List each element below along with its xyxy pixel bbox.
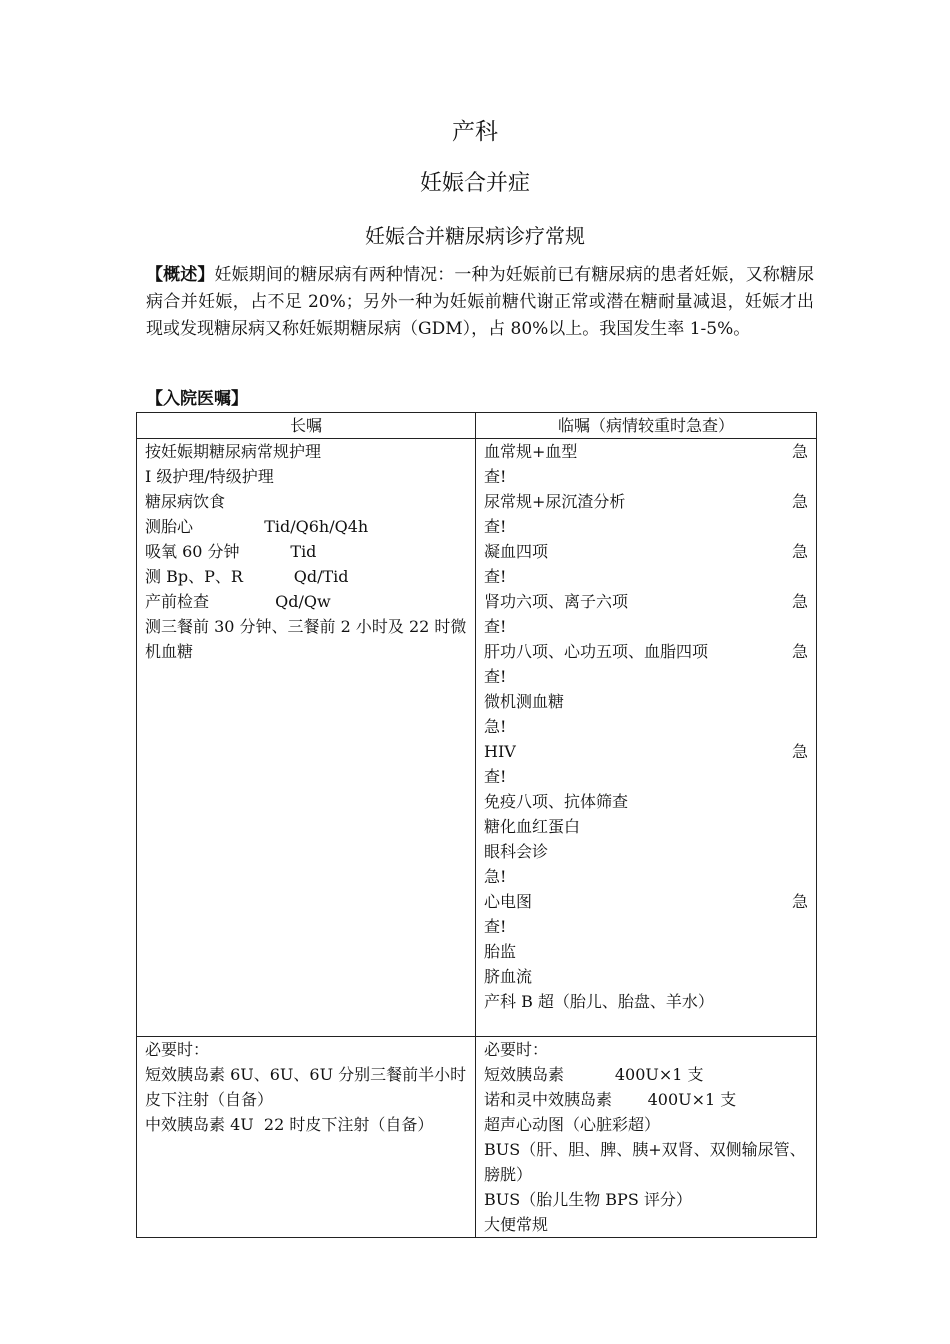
overview-heading: 【概述】	[146, 265, 215, 285]
temp-order-item	[484, 739, 808, 789]
orders-header-row	[137, 413, 817, 439]
temp-order-text: 凝血四项	[484, 542, 549, 561]
prn-long-cell	[137, 1037, 476, 1238]
prn-temp-item: 诺和灵中效胰岛素 400U×1 支	[484, 1090, 737, 1109]
urgent-cont: 查!	[484, 567, 507, 586]
orders-prn-row	[137, 1037, 817, 1238]
urgent-cont: 查!	[484, 517, 507, 536]
temp-order-item	[484, 889, 808, 939]
temp-order-item: 免疫八项、抗体筛查	[484, 792, 629, 811]
prn-long-item: 必要时：	[145, 1040, 210, 1059]
temp-order-text: 尿常规+尿沉渣分析	[484, 492, 626, 511]
temp-order-text: 肝功八项、心功五项、血脂四项	[484, 642, 709, 661]
temp-order-item	[484, 589, 808, 639]
overview-text: 妊娠期间的糖尿病有两种情况：一种为妊娠前已有糖尿病的患者妊娠，又称糖尿病合并妊娠，占不足 20%；另外一种为妊娠前糖代谢正常或潜在糖耐量减退，妊娠才出现或发现糖尿病又称妊娠期糖尿病（GDM），占 80%以上。我国发生率 1-5%。	[146, 265, 815, 339]
temp-order-item: 脐血流	[484, 967, 533, 986]
urgent-flag: 急	[791, 592, 808, 611]
temp-order-item	[484, 439, 808, 489]
prn-temp-cell	[476, 1037, 817, 1238]
long-order-item: 按妊娠期糖尿病常规护理	[145, 442, 322, 461]
temp-order-text: 微机测血糖	[484, 692, 565, 711]
department-title: 产科	[452, 119, 498, 145]
prn-long-item: 短效胰岛素 6U、6U、6U 分别三餐前半小时皮下注射（自备）	[145, 1065, 467, 1109]
orders-table	[136, 412, 817, 1238]
admission-heading: 【入院医嘱】	[146, 389, 248, 409]
urgent-cont: 查!	[484, 467, 507, 486]
temp-order-item	[484, 489, 808, 539]
prn-temp-item: 必要时：	[484, 1040, 549, 1059]
long-orders-header: 长嘱	[137, 413, 476, 439]
temp-orders-cell	[476, 439, 817, 1037]
long-order-item: 吸氧 60 分钟 Tid	[145, 542, 317, 561]
temp-order-text: 心电图	[484, 892, 533, 911]
temp-order-item: 胎监	[484, 942, 517, 961]
urgent-cont: 急!	[484, 717, 507, 736]
urgent-flag: 急	[791, 542, 808, 561]
topic-title: 妊娠合并糖尿病诊疗常规	[365, 224, 585, 248]
long-order-item: 测三餐前 30 分钟、三餐前 2 小时及 22 时微机血糖	[145, 617, 467, 661]
urgent-cont: 查!	[484, 667, 507, 686]
urgent-cont: 查!	[484, 917, 507, 936]
prn-long-item: 中效胰岛素 4U 22 时皮下注射（自备）	[145, 1115, 434, 1134]
long-order-item: 测胎心 Tid/Q6h/Q4h	[145, 517, 369, 536]
long-order-item: 产前检查 Qd/Qw	[145, 592, 331, 611]
long-orders-cell	[137, 439, 476, 1037]
overview-paragraph	[146, 262, 814, 343]
prn-temp-item: BUS（胎儿生物 BPS 评分）	[484, 1190, 692, 1209]
prn-temp-item: 超声心动图（心脏彩超）	[484, 1115, 661, 1134]
temp-order-item	[484, 689, 808, 739]
temp-orders-header: 临嘱（病情较重时急查）	[476, 413, 817, 439]
temp-order-text: HIV	[484, 742, 516, 761]
orders-main-row	[137, 439, 817, 1037]
urgent-flag: 急	[791, 492, 808, 511]
temp-order-item	[484, 839, 808, 889]
urgent-cont: 查!	[484, 617, 507, 636]
temp-order-item	[484, 639, 808, 689]
temp-order-item: 产科 B 超（胎儿、胎盘、羊水）	[484, 992, 714, 1011]
temp-order-text: 眼科会诊	[484, 842, 549, 861]
temp-order-item: 糖化血红蛋白	[484, 817, 581, 836]
long-order-item: 测 Bp、P、R Qd/Tid	[145, 567, 349, 586]
prn-temp-item: 短效胰岛素 400U×1 支	[484, 1065, 704, 1084]
section-title: 妊娠合并症	[419, 171, 530, 196]
urgent-flag: 急	[791, 742, 808, 761]
prn-temp-item: BUS（肝、胆、脾、胰+双肾、双侧输尿管、膀胱）	[484, 1140, 806, 1184]
urgent-cont: 急!	[484, 867, 507, 886]
urgent-cont: 查!	[484, 767, 507, 786]
urgent-flag: 急	[791, 442, 808, 461]
long-order-item: I 级护理/特级护理	[145, 467, 274, 486]
urgent-flag: 急	[791, 892, 808, 911]
prn-temp-item: 大便常规	[484, 1215, 549, 1234]
temp-order-item	[484, 539, 808, 589]
temp-order-text: 血常规+血型	[484, 442, 578, 461]
temp-order-text: 肾功六项、离子六项	[484, 592, 629, 611]
long-order-item: 糖尿病饮食	[145, 492, 226, 511]
urgent-flag: 急	[791, 642, 808, 661]
